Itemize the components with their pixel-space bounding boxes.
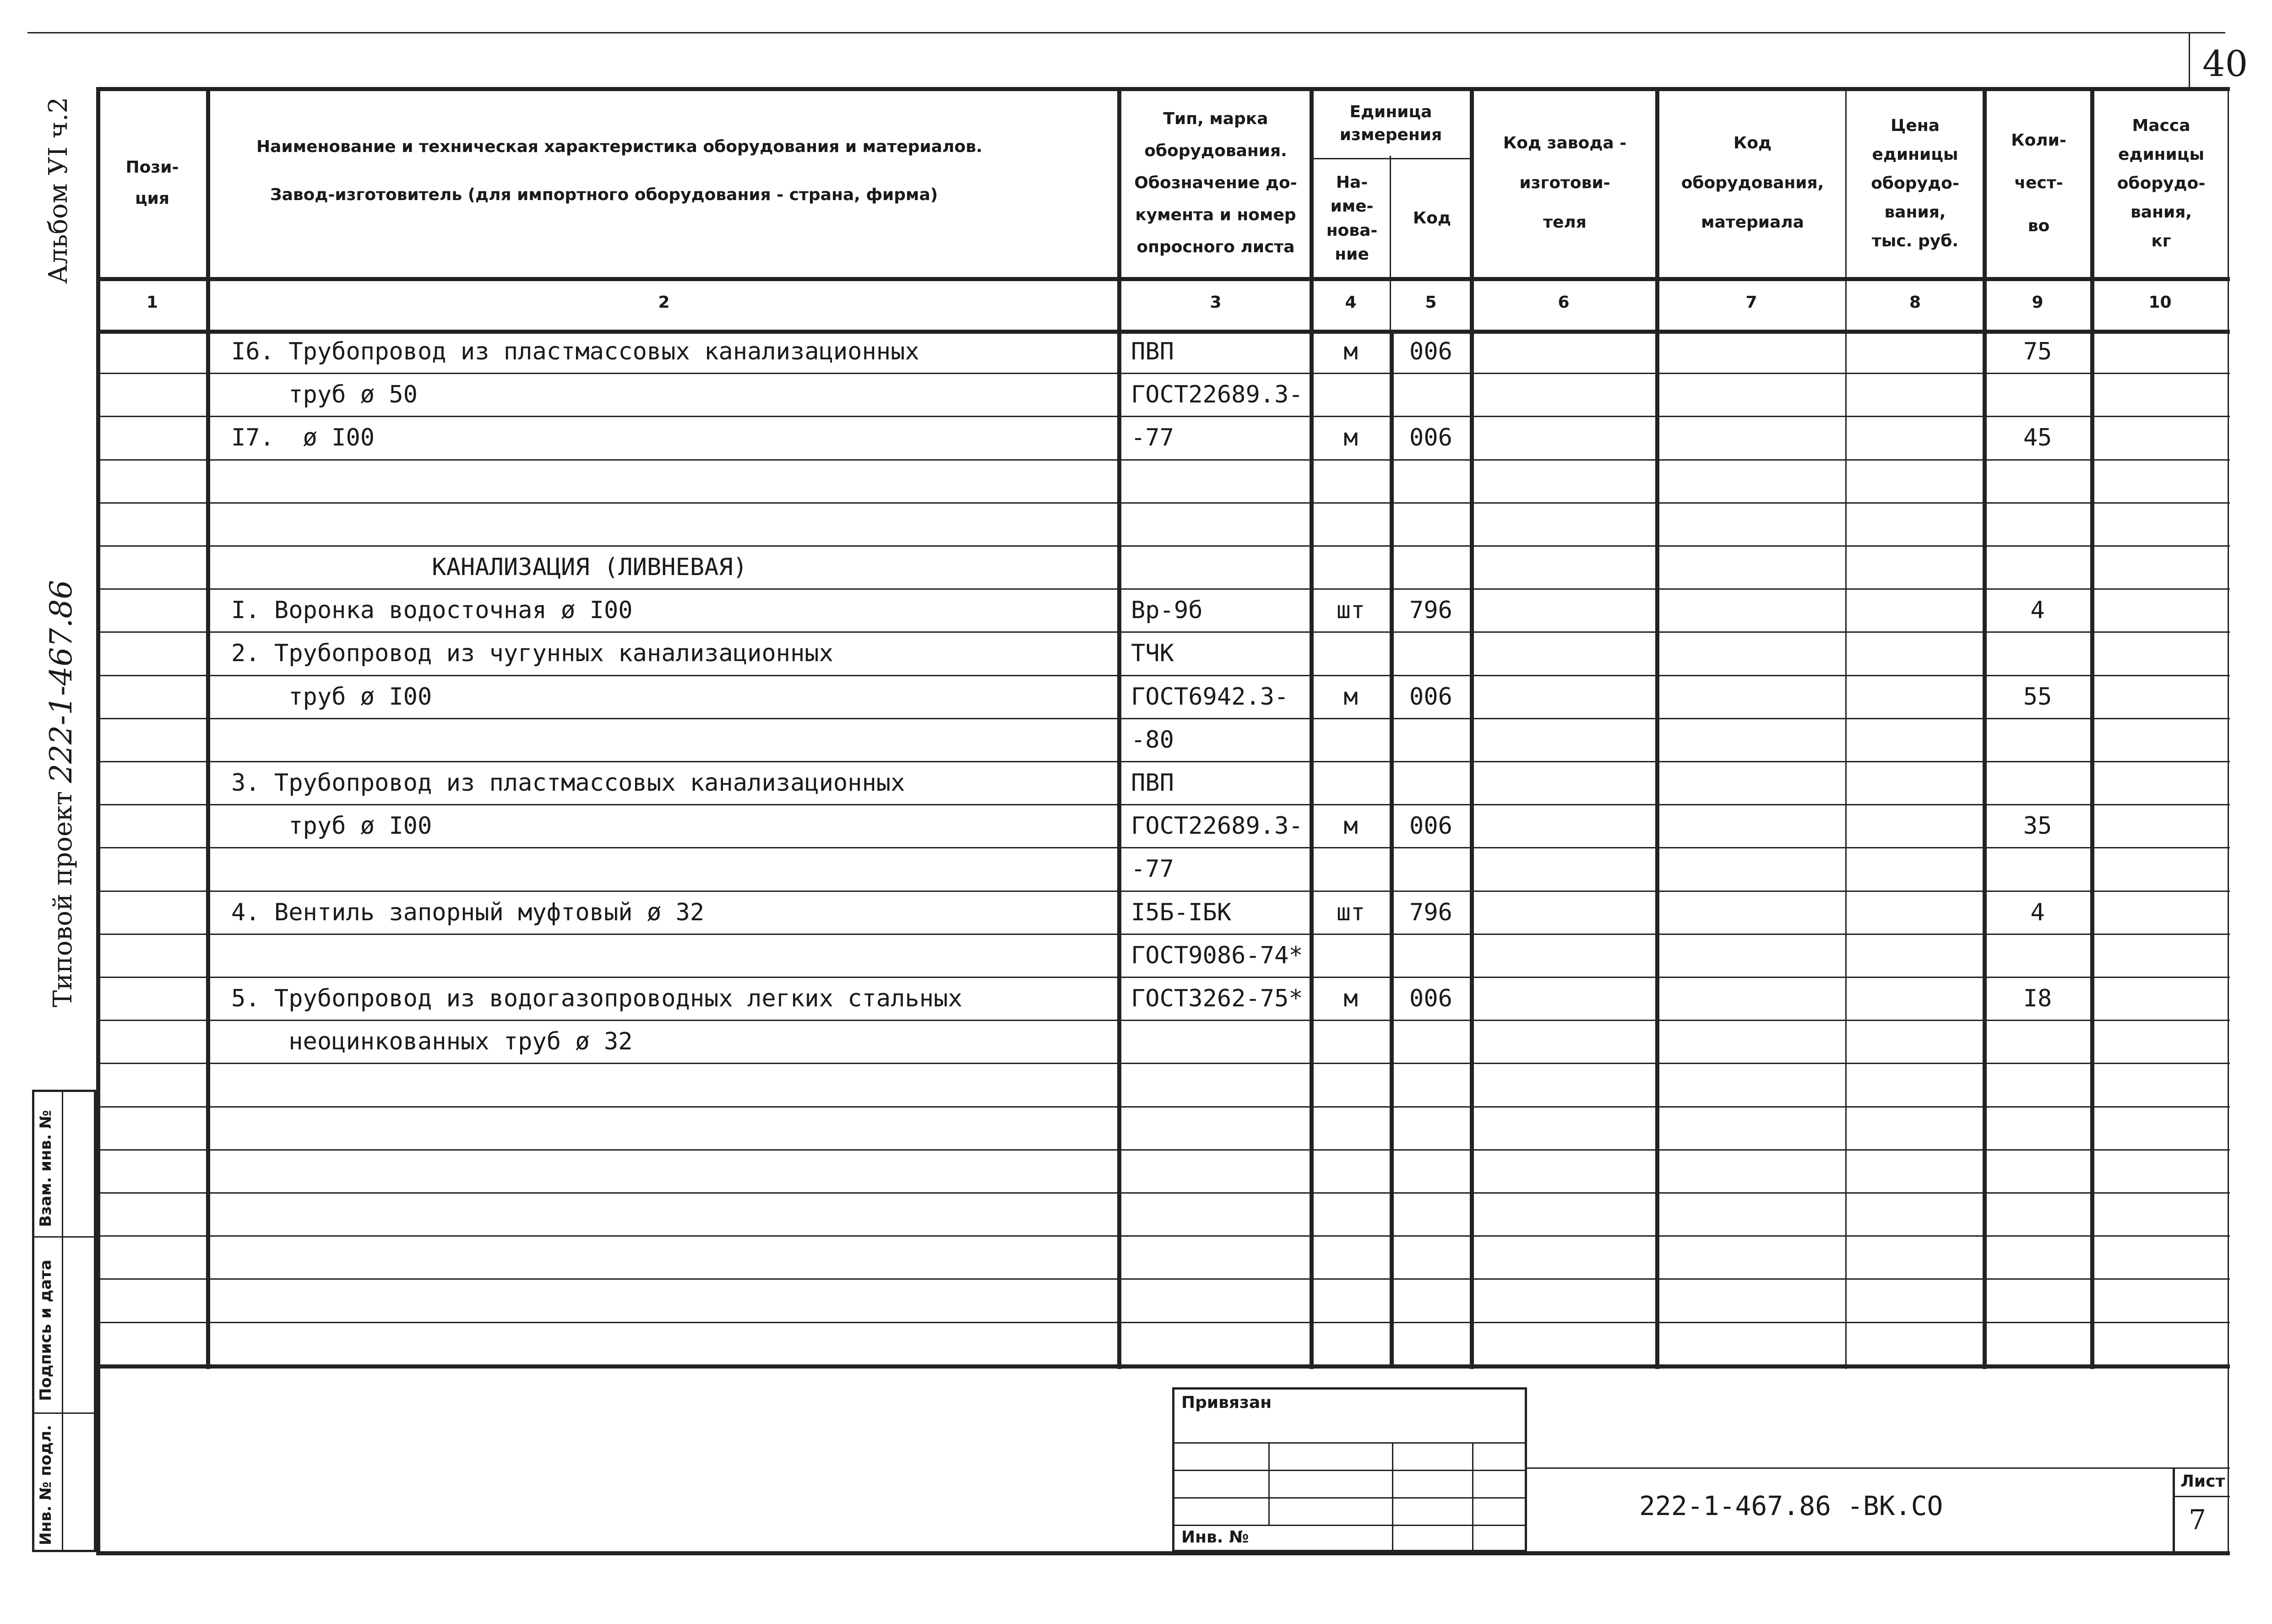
row-type: ГОСТ6942.3- — [1131, 683, 1289, 711]
row-rule — [96, 1063, 2230, 1064]
header-unit: Единица измерения — [1339, 102, 1442, 144]
col-number: 3 — [1210, 293, 1222, 312]
row-name: КАНАЛИЗАЦИЯ (ЛИВНЕВАЯ) — [231, 554, 748, 581]
col-number: 6 — [1558, 293, 1570, 312]
header-mass: Масса единицы оборудо- вания, кг — [2117, 116, 2206, 250]
row-code: 006 — [1409, 338, 1452, 365]
sheet-number: 7 — [2189, 1504, 2207, 1536]
row-code: 006 — [1409, 985, 1452, 1012]
row-unit: м — [1343, 683, 1358, 711]
sheet-box-line — [2175, 1496, 2230, 1497]
row-name: труб ø 50 — [231, 381, 418, 409]
top-rule — [27, 32, 2225, 33]
stamp-row-line — [32, 1412, 96, 1414]
header-name-line2: Завод-изготовитель (для импортного оборудования - страна, фирма) — [270, 185, 938, 204]
col-number: 10 — [2148, 293, 2172, 312]
header-equip-code: Код оборудования, материала — [1681, 134, 1824, 232]
header-unit-name: На- име- нова- ние — [1326, 173, 1378, 264]
row-rule — [96, 847, 2230, 848]
row-qty: 45 — [2023, 424, 2052, 452]
bound-grid-line — [1174, 1442, 1527, 1444]
row-rule — [96, 977, 2230, 978]
side-album-label: Альбом УI ч.2 — [43, 97, 73, 284]
row-rule — [96, 545, 2230, 547]
page-number: 40 — [2202, 43, 2248, 85]
header-name — [211, 89, 1117, 277]
col-number: 4 — [1345, 293, 1357, 312]
row-name: I. Воронка водосточная ø I00 — [231, 597, 633, 625]
row-code: 006 — [1409, 812, 1452, 840]
row-unit: м — [1343, 985, 1358, 1012]
row-type: -77 — [1131, 424, 1174, 452]
bound-grid-line — [1472, 1442, 1473, 1552]
header-pos: Пози- ция — [125, 158, 179, 208]
row-rule — [96, 804, 2230, 805]
row-rule — [96, 502, 2230, 504]
frame-right-border — [2228, 87, 2229, 1552]
row-rule — [96, 761, 2230, 762]
row-type: Вр-9б — [1131, 597, 1203, 625]
header-price: Цена единицы оборудо- вания, тыс. руб. — [1871, 116, 1959, 250]
row-rule — [96, 1278, 2230, 1280]
sheet-box — [2173, 1467, 2230, 1552]
designation: 222-1-467.86 -ВК.СО — [1639, 1490, 1943, 1521]
row-name: труб ø I00 — [231, 683, 432, 711]
row-code: 796 — [1409, 597, 1452, 625]
bound-grid-line — [1392, 1442, 1393, 1552]
col-number: 8 — [1909, 293, 1921, 312]
row-rule — [96, 934, 2230, 935]
row-rule — [96, 588, 2230, 590]
row-name: неоцинкованных труб ø 32 — [231, 1028, 633, 1056]
row-unit: м — [1343, 424, 1358, 452]
bound-grid-line — [1174, 1497, 1527, 1499]
row-rule — [96, 631, 2230, 633]
row-rule — [96, 1322, 2230, 1323]
stamp-row-line — [32, 1236, 96, 1238]
designation-top-line — [1525, 1467, 2230, 1469]
row-rule — [96, 1106, 2230, 1108]
header-type: Тип, марка оборудования. Обозначение до- кумента и номер опросного листа — [1134, 109, 1297, 257]
bound-grid-line — [1174, 1470, 1527, 1471]
row-name: 4. Вентиль запорный муфтовый ø 32 — [231, 898, 705, 926]
row-unit: шт — [1336, 597, 1365, 625]
row-type: ПВП — [1131, 338, 1174, 365]
side-project-prefix: Типовой проект — [48, 791, 78, 1007]
row-type: ГОСТ3262-75* — [1131, 985, 1303, 1012]
sheet-label: Лист — [2180, 1472, 2225, 1491]
header-bottom-line — [96, 277, 2230, 281]
col-line — [1390, 156, 1391, 334]
row-type: ГОСТ22689.3- — [1131, 381, 1303, 409]
stamp-divider — [62, 1090, 63, 1552]
header-name-line1: Наименование и техническая характеристика оборудования и материалов. — [256, 137, 983, 156]
colnum-bottom-line — [96, 330, 2230, 334]
row-rule — [96, 1020, 2230, 1021]
row-name: 3. Трубопровод из пластмассовых канализационных — [231, 769, 905, 797]
row-unit: м — [1343, 338, 1358, 365]
row-code: 796 — [1409, 898, 1452, 926]
row-code: 006 — [1409, 683, 1452, 711]
row-rule — [96, 891, 2230, 892]
row-unit: м — [1343, 812, 1358, 840]
row-name: 2. Трубопровод из чугунных канализационных — [231, 640, 833, 668]
bound-label: Привязан — [1181, 1393, 1272, 1412]
side-project-code: 222-1-467.86 — [43, 580, 79, 783]
row-rule — [96, 1192, 2230, 1194]
row-qty: 75 — [2023, 338, 2052, 365]
side-project-label — [43, 580, 79, 1007]
bound-grid-line — [1268, 1442, 1270, 1525]
bound-inv-label: Инв. № — [1181, 1528, 1249, 1547]
row-qty: 55 — [2023, 683, 2052, 711]
row-name: труб ø I00 — [231, 812, 432, 840]
header-factory: Код завода - изготови- теля — [1503, 134, 1627, 232]
row-name: I7. ø I00 — [231, 424, 375, 452]
stamp-label-signature: Подпись и дата — [37, 1260, 55, 1401]
row-unit: шт — [1336, 898, 1365, 926]
row-rule — [96, 459, 2230, 461]
row-type: -77 — [1131, 855, 1174, 883]
frame-bottom-border — [96, 1551, 2230, 1555]
col-number: 1 — [146, 293, 158, 312]
row-rule — [96, 373, 2230, 374]
row-type: ГОСТ9086-74* — [1131, 941, 1303, 969]
row-rule — [96, 1235, 2230, 1237]
row-rule — [96, 1149, 2230, 1151]
row-type: I5Б-IБК — [1131, 898, 1232, 926]
bound-grid-line — [1174, 1525, 1527, 1526]
table-bottom-line — [96, 1364, 2230, 1369]
header-qty: Коли- чест- во — [2011, 130, 2066, 235]
row-qty: 35 — [2023, 812, 2052, 840]
header-unit-code: Код — [1413, 209, 1451, 228]
row-type: ГОСТ22689.3- — [1131, 812, 1303, 840]
row-name: I6. Трубопровод из пластмассовых канализационных — [231, 338, 919, 365]
col-number: 2 — [658, 293, 670, 312]
stamp-label-replace: Взам. инв. № — [37, 1110, 55, 1227]
col-number: 7 — [1745, 293, 1757, 312]
row-rule — [96, 675, 2230, 676]
row-qty: 4 — [2030, 898, 2045, 926]
col-number: 5 — [1425, 293, 1437, 312]
row-qty: I8 — [2023, 985, 2052, 1012]
bound-block — [1172, 1387, 1527, 1552]
row-code: 006 — [1409, 424, 1452, 452]
row-type: ТЧК — [1131, 640, 1174, 668]
row-name: 5. Трубопровод из водогазопроводных легких стальных — [231, 985, 962, 1012]
row-qty: 4 — [2030, 597, 2045, 625]
stamp-label-inventory: Инв. № подл. — [37, 1424, 55, 1545]
page-number-box-edge — [2189, 32, 2190, 89]
row-rule — [96, 718, 2230, 719]
col-number: 9 — [2032, 293, 2044, 312]
row-rule — [96, 416, 2230, 417]
row-type: -80 — [1131, 726, 1174, 754]
unit-header-split — [1310, 158, 1470, 159]
row-type: ПВП — [1131, 769, 1174, 797]
